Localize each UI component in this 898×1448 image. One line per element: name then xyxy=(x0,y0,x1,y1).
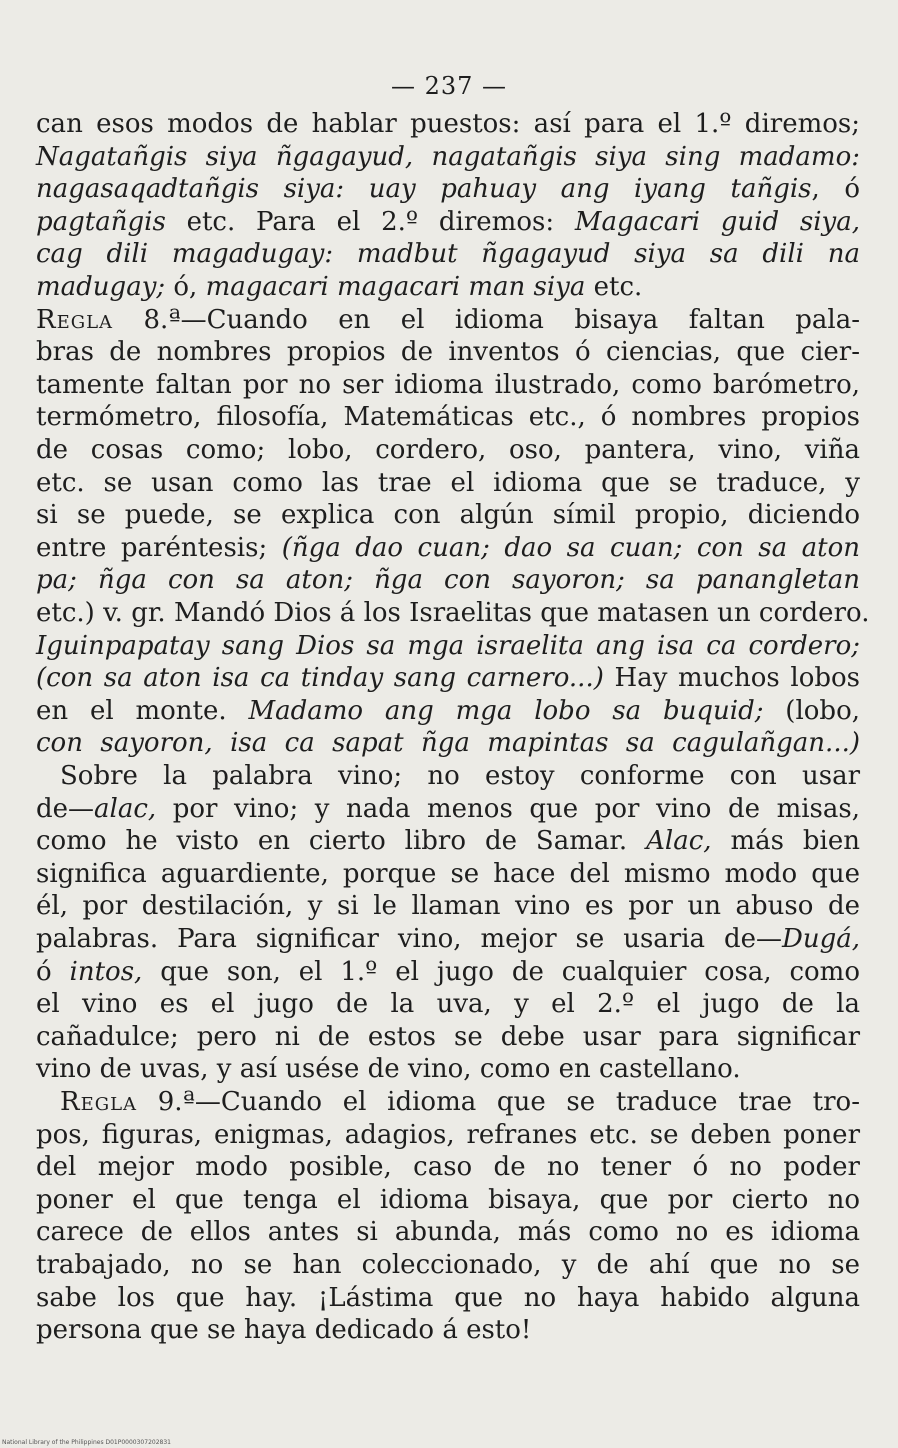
text-line xyxy=(36,695,860,727)
text-segment: cag dili magadugay: madbut ñgagayud siya sa dili na xyxy=(36,239,860,270)
text-segment: madugay; xyxy=(36,272,166,302)
text-line xyxy=(36,532,860,564)
text-line xyxy=(60,760,860,792)
text-segment: bras de nombres propios de inventos ó ciencias, que cier- xyxy=(36,337,860,368)
text-line xyxy=(36,141,860,173)
text-line xyxy=(36,173,860,205)
text-segment: etc.) v. gr. Mandó Dios á los Israelitas que matasen un cordero. xyxy=(36,598,870,628)
text-segment: intos, xyxy=(69,956,143,987)
text-line xyxy=(36,434,860,466)
text-segment: termómetro, filosofía, Matemáticas etc., ó nombres propios xyxy=(36,402,860,433)
text-line xyxy=(36,108,860,140)
text-segment: 9.ª—Cuando el idioma que se traduce trae tro- xyxy=(137,1087,860,1117)
text-segment: del mejor modo posible, caso de no tener ó no poder xyxy=(36,1152,860,1183)
text-segment: Regla xyxy=(60,1087,138,1117)
text-segment: de— xyxy=(36,793,95,824)
text-segment: Nagatañgis siya ñgagayud, nagatañgis siya sing madamo: xyxy=(36,141,860,172)
text-segment: 8.ª—Cuando en el idioma bisaya faltan pala- xyxy=(113,304,860,335)
text-line xyxy=(36,1151,860,1183)
text-line xyxy=(36,401,860,433)
text-segment: Dugá, xyxy=(782,924,860,954)
text-segment: si se puede, se explica con algún símil propio, diciendo xyxy=(36,500,860,531)
text-line xyxy=(36,858,860,890)
text-line xyxy=(36,1021,860,1053)
text-line xyxy=(36,825,860,857)
text-segment: magacari magacari man siya xyxy=(205,272,586,302)
text-segment: significa aguardiente, porque se hace del mismo modo que xyxy=(36,858,860,889)
text-line xyxy=(36,1282,860,1314)
text-segment: de cosas como; lobo, cordero, oso, pantera, vino, viña xyxy=(36,435,860,465)
text-segment: tamente faltan por no ser idioma ilustrado, como barómetro, xyxy=(36,369,860,400)
text-segment: poner el que tenga el idioma bisaya, que por cierto no xyxy=(36,1184,860,1215)
text-segment: (lobo, xyxy=(763,695,860,726)
text-segment: Iguinpapatay sang Dios sa mga israelita ang isa ca cordero; xyxy=(36,630,860,661)
text-segment: alac, xyxy=(94,793,157,824)
text-segment: él, por destilación, y si le llaman vino es por un abuso de xyxy=(36,891,860,922)
text-line xyxy=(36,467,860,499)
text-line xyxy=(36,662,860,694)
text-segment: palabras. Para significar vino, mejor se usaria de— xyxy=(36,924,782,954)
text-line xyxy=(36,956,860,988)
text-segment: pagtañgis xyxy=(36,206,166,237)
text-segment: en el monte. xyxy=(36,695,249,726)
text-segment: Madamo ang mga lobo sa buquid; xyxy=(248,695,764,726)
text-segment: etc. Para el 2.º diremos: xyxy=(165,206,575,237)
text-line xyxy=(36,1249,860,1281)
text-segment: ó xyxy=(36,956,70,987)
text-line xyxy=(36,336,860,368)
text-line xyxy=(36,1184,860,1216)
text-line xyxy=(36,597,870,629)
text-line xyxy=(36,238,860,270)
text-segment: como he visto en cierto libro de Samar. xyxy=(36,826,647,857)
text-line xyxy=(36,564,860,596)
footer-watermark: National Library of the Philippines D01P0000307202831 xyxy=(2,1439,171,1446)
text-segment: que son, el 1.º el jugo de cualquier cosa, como xyxy=(142,956,860,987)
text-segment: Hay muchos lobos xyxy=(603,663,860,694)
text-line xyxy=(36,369,860,401)
text-segment: el vino es el jugo de la uva, y el 2.º el jugo de la xyxy=(36,989,860,1020)
text-line xyxy=(36,271,860,303)
text-segment: vino de uvas, y así usése de vino, como en castellano. xyxy=(36,1054,741,1085)
text-segment: más bien xyxy=(711,826,860,857)
text-segment: persona que se haya dedicado á esto! xyxy=(36,1315,532,1346)
text-segment: trabajado, no se han coleccionado, y de ahí que no se xyxy=(36,1250,860,1280)
text-line xyxy=(36,988,860,1020)
page-number: — 237 — xyxy=(390,72,508,100)
text-segment: cañadulce; pero ni de estos se debe usar para significar xyxy=(36,1021,860,1052)
text-segment: Regla xyxy=(36,304,114,335)
text-segment: sabe los que hay. ¡Lástima que no haya habido alguna xyxy=(36,1282,860,1313)
text-line xyxy=(36,1314,860,1346)
text-segment: , ó xyxy=(811,174,860,205)
text-segment: carece de ellos antes si abunda, más como no es idioma xyxy=(36,1217,860,1248)
text-line xyxy=(36,1119,860,1151)
text-segment: etc. xyxy=(585,272,643,302)
text-line xyxy=(36,499,860,531)
text-segment: Alac, xyxy=(646,826,712,857)
text-segment: can esos modos de hablar puestos: así para el 1.º diremos; xyxy=(36,109,860,139)
text-segment: Magacari guid siya, xyxy=(574,206,860,237)
text-line xyxy=(36,890,860,922)
text-line xyxy=(36,206,860,238)
text-line xyxy=(36,630,860,662)
text-segment: pos, figuras, enigmas, adagios, refranes etc. se deben poner xyxy=(36,1119,860,1150)
text-line xyxy=(36,793,860,825)
text-line xyxy=(36,1053,860,1085)
text-line xyxy=(36,304,860,336)
text-segment: Sobre la palabra vino; no estoy conforme con usar xyxy=(60,761,860,791)
text-segment: ó, xyxy=(165,272,206,302)
text-line xyxy=(36,1216,860,1248)
text-line xyxy=(36,727,860,759)
text-segment: (con sa aton isa ca tinday sang carnero...) xyxy=(36,663,604,694)
text-segment: etc. se usan como las trae el idioma que se traduce, y xyxy=(36,467,860,498)
text-segment: con sayoron, isa ca sapat ñga mapintas sa cagulañgan...) xyxy=(36,728,860,759)
text-segment: (ñga dao cuan; dao sa cuan; con sa aton xyxy=(281,532,860,563)
text-segment: nagasaqadtañgis siya: uay pahuay ang iyang tañgis xyxy=(36,174,812,205)
text-line xyxy=(60,1086,860,1118)
text-segment: pa; ñga con sa aton; ñga con sayoron; sa panangletan xyxy=(36,565,860,596)
text-segment: por vino; y nada menos que por vino de misas, xyxy=(156,793,860,824)
text-segment: entre paréntesis; xyxy=(36,532,282,563)
text-line xyxy=(36,923,860,955)
